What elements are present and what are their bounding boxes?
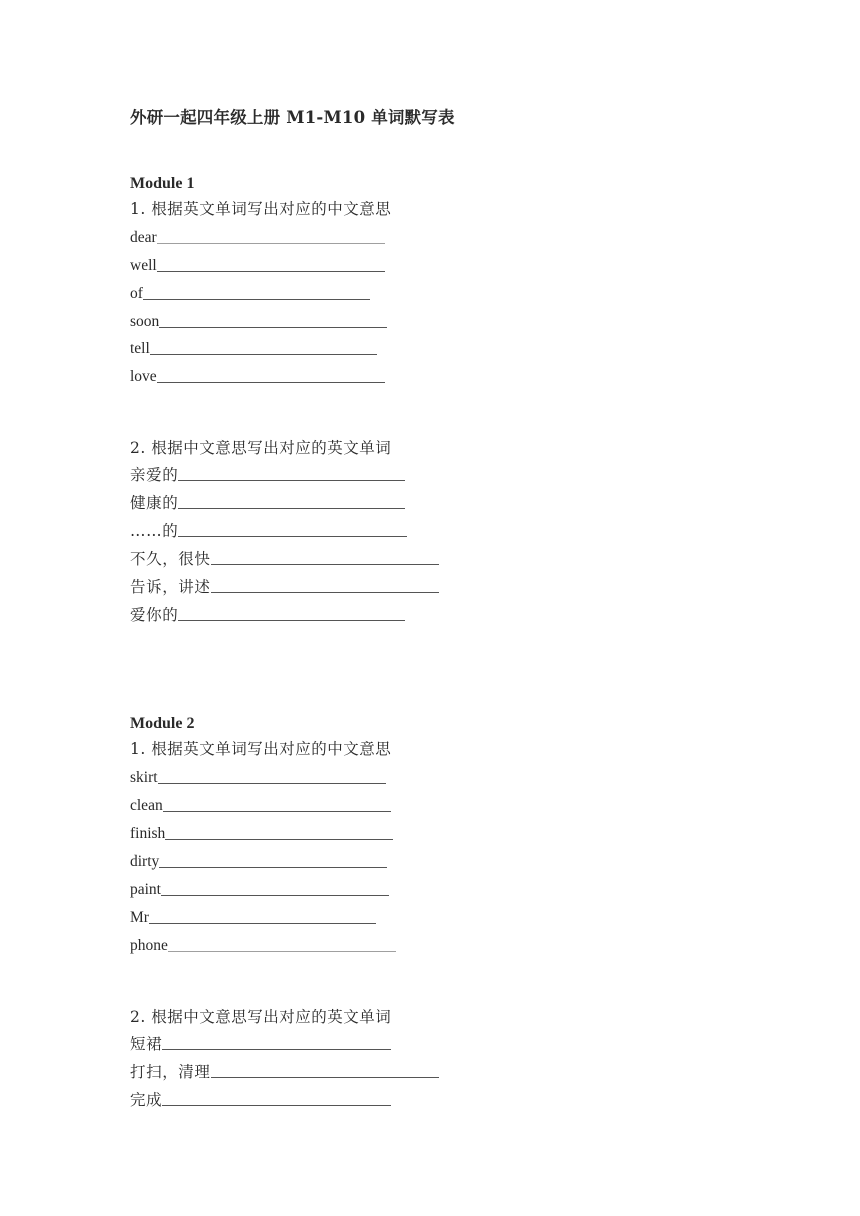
module-1-zh-item-4 [130,546,439,568]
answer-blank[interactable] [157,381,385,383]
vocab-word: phone [130,937,168,954]
answer-blank[interactable] [150,353,377,355]
vocab-word: paint [130,881,161,898]
module-2-en-item-paint [130,877,389,899]
vocab-word: 打扫，清理 [130,1063,211,1081]
module-1-part-2-instruction: 2. 根据中文意思写出对应的英文单词 [130,439,392,457]
answer-blank[interactable] [165,838,393,840]
answer-blank[interactable] [159,326,387,328]
module-1-en-item-of [130,281,370,303]
vocab-word: tell [130,340,150,357]
answer-blank[interactable] [161,894,389,896]
module-2-en-item-clean [130,793,391,815]
answer-blank[interactable] [163,810,391,812]
module-1-en-item-tell [130,336,377,358]
module-1-en-item-love [130,364,385,386]
vocab-word: clean [130,797,163,814]
answer-blank[interactable] [211,563,439,565]
document-title: 外研一起四年级上册 M1-M10 单词默写表 [130,108,455,127]
module-2-heading: Module 2 [130,715,195,732]
answer-blank[interactable] [162,1104,391,1106]
vocab-word: well [130,257,157,274]
vocab-word: 完成 [130,1091,163,1109]
answer-blank[interactable] [211,591,439,593]
vocab-word: 亲爱的 [130,466,179,484]
answer-blank[interactable] [157,242,385,244]
module-1-zh-item-3 [130,518,407,540]
module-1-heading: Module 1 [130,175,195,192]
vocab-word: Mr [130,909,149,926]
answer-blank[interactable] [143,298,370,300]
module-1-zh-item-1 [130,462,405,484]
module-1-zh-item-5 [130,574,439,596]
answer-blank[interactable] [211,1076,439,1078]
answer-blank[interactable] [178,535,407,537]
module-2-zh-item-1 [130,1031,391,1053]
answer-blank[interactable] [178,619,405,621]
vocab-word: 健康的 [130,494,179,512]
module-1-en-item-well [130,253,385,275]
answer-blank[interactable] [162,1048,391,1050]
answer-blank[interactable] [157,270,385,272]
module-2-part-1-instruction: 1. 根据英文单词写出对应的中文意思 [130,740,392,758]
vocab-word: dirty [130,853,160,870]
answer-blank[interactable] [159,866,387,868]
vocab-word: 告诉，讲述 [130,578,211,596]
answer-blank[interactable] [158,782,386,784]
vocab-word: skirt [130,769,158,786]
vocab-word: of [130,285,143,302]
vocab-word: 短裙 [130,1035,163,1053]
vocab-word: dear [130,229,157,246]
module-2-en-item-mr [130,905,376,927]
module-2-en-item-skirt [130,765,386,787]
module-2-part-2-instruction: 2. 根据中文意思写出对应的英文单词 [130,1008,392,1026]
module-2-zh-item-3 [130,1087,391,1109]
vocab-word: finish [130,825,166,842]
module-2-en-item-finish [130,821,393,843]
module-1-zh-item-6 [130,602,405,624]
module-1-en-item-dear [130,225,385,247]
answer-blank[interactable] [149,922,376,924]
module-2-en-item-dirty [130,849,387,871]
module-2-en-item-phone [130,933,396,955]
vocab-word: 爱你的 [130,606,179,624]
answer-blank[interactable] [178,479,405,481]
vocab-word: 不久，很快 [130,550,211,568]
module-1-en-item-soon [130,309,387,331]
vocab-word: soon [130,313,160,330]
module-1-part-1-instruction: 1. 根据英文单词写出对应的中文意思 [130,200,392,218]
module-2-zh-item-2 [130,1059,439,1081]
vocab-word: love [130,368,157,385]
answer-blank[interactable] [178,507,405,509]
answer-blank[interactable] [168,950,396,952]
module-1-zh-item-2 [130,490,405,512]
vocab-word: ……的 [130,522,179,540]
